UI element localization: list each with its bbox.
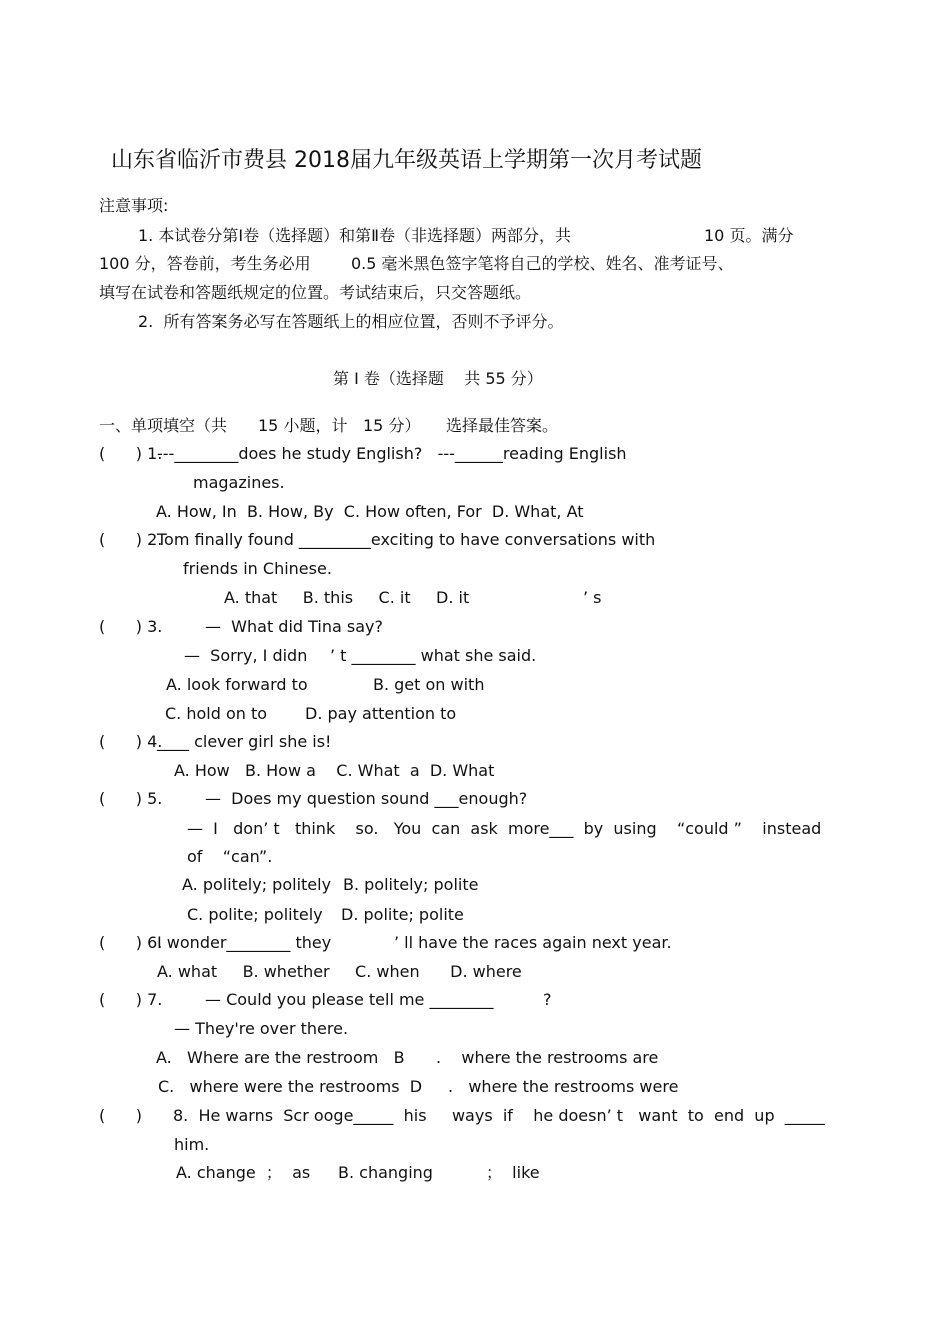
q5-reply: — I don’ t think so. You can ask more___ by using “could ” instead xyxy=(187,819,822,838)
notice-item1-line3: 填写在试卷和答题纸规定的位置。考试结束后，只交答题纸。 xyxy=(99,283,532,302)
q7-option-d: . where the restrooms were xyxy=(448,1077,679,1096)
q3-stem: — What did Tina say? xyxy=(205,617,383,636)
notice-item1-line2a: 100 分，答卷前，考生务必用 xyxy=(99,254,311,273)
q1-stem: ---________does he study English? ---______reading English xyxy=(157,444,627,463)
q4-options: A. How B. How a C. What a D. What xyxy=(174,761,495,780)
q3-reply-a: — Sorry, I didn xyxy=(184,646,308,665)
q8-option-c: ； like xyxy=(486,1163,540,1182)
q6-options: A. what B. whether C. when D. where xyxy=(157,962,522,981)
q7-paren: ( ) 7. xyxy=(99,990,163,1009)
notice-item1-line1b: 10 页。满分 xyxy=(704,226,794,245)
q6-stem-b: ’ ll have the races again next year. xyxy=(394,933,672,952)
q7-option-a: A. Where are the restroom B xyxy=(156,1048,405,1067)
notice-item2: 2. 所有答案务必写在答题纸上的相应位置，否则不予评分。 xyxy=(138,312,564,331)
q5-paren: ( ) 5. xyxy=(99,789,163,808)
notice-item1-line1a: 1. 本试卷分第Ⅰ卷（选择题）和第Ⅱ卷（非选择题）两部分，共 xyxy=(138,226,571,245)
q7-stem-a: — Could you please tell me ________ xyxy=(205,990,494,1009)
section1-heading-c: 15 分） xyxy=(363,416,421,435)
q3-option-c: C. hold on to xyxy=(165,704,268,723)
q8-paren: ( ) xyxy=(99,1106,142,1125)
q5-option-c: C. polite; politely xyxy=(187,905,323,924)
q5-stem: — Does my question sound ___enough? xyxy=(205,789,528,808)
q2-stem2: friends in Chinese. xyxy=(183,559,332,578)
q8-option-a: A. change ； as xyxy=(176,1163,311,1182)
q7-option-b: . where the restrooms are xyxy=(436,1048,659,1067)
section1-heading-d: 选择最佳答案。 xyxy=(446,416,559,435)
page-title: 山东省临沂市费县 2018届九年级英语上学期第一次月考试题 xyxy=(111,148,702,173)
q5-option-b: B. politely; polite xyxy=(343,875,479,894)
section1-heading-a: 一、单项填空（共 xyxy=(99,416,228,435)
notice-heading: 注意事项: xyxy=(99,196,169,215)
q6-stem-a: I wonder________ they xyxy=(157,933,332,952)
q5-option-a: A. politely; politely xyxy=(182,875,332,894)
q1-paren: ( ) 1. xyxy=(99,444,163,463)
part1-heading: 第 I 卷（选择题 共 55 分） xyxy=(333,369,543,388)
q2-stem: Tom finally found _________exciting to have conversations with xyxy=(157,530,656,549)
q3-reply-b: ’ t ________ what she said. xyxy=(330,646,537,665)
notice-item1-line2b: 0.5 毫米黑色签字笔将自己的学校、姓名、准考证号、 xyxy=(351,254,734,273)
q8-stem: 8. He warns Scr ooge_____ his ways if he doesn’ t want to end up _____ xyxy=(173,1106,825,1125)
q7-stem-b: ? xyxy=(543,990,552,1009)
q4-paren: ( ) 4. xyxy=(99,732,163,751)
q4-stem: ____ clever girl she is! xyxy=(157,732,332,751)
q3-option-d: D. pay attention to xyxy=(305,704,457,723)
q5-option-d: D. polite; polite xyxy=(341,905,464,924)
q7-reply: — They're over there. xyxy=(174,1019,349,1038)
section1-heading-b: 15 小题，计 xyxy=(258,416,348,435)
q3-option-b: B. get on with xyxy=(373,675,485,694)
q6-paren: ( ) 6. xyxy=(99,933,163,952)
q8-stem2: him. xyxy=(174,1135,210,1154)
q5-reply2: of “can”. xyxy=(187,847,273,866)
q2-paren: ( ) 2. xyxy=(99,530,163,549)
q8-option-b: B. changing xyxy=(338,1163,433,1182)
q2-options-b: ’ s xyxy=(583,588,602,607)
q1-options: A. How, In B. How, By C. How often, For D. What, At xyxy=(156,502,584,521)
q1-stem2: magazines. xyxy=(193,473,285,492)
q3-option-a: A. look forward to xyxy=(166,675,308,694)
q7-option-c: C. where were the restrooms D xyxy=(158,1077,423,1096)
q3-paren: ( ) 3. xyxy=(99,617,163,636)
q2-options-a: A. that B. this C. it D. it xyxy=(224,588,470,607)
